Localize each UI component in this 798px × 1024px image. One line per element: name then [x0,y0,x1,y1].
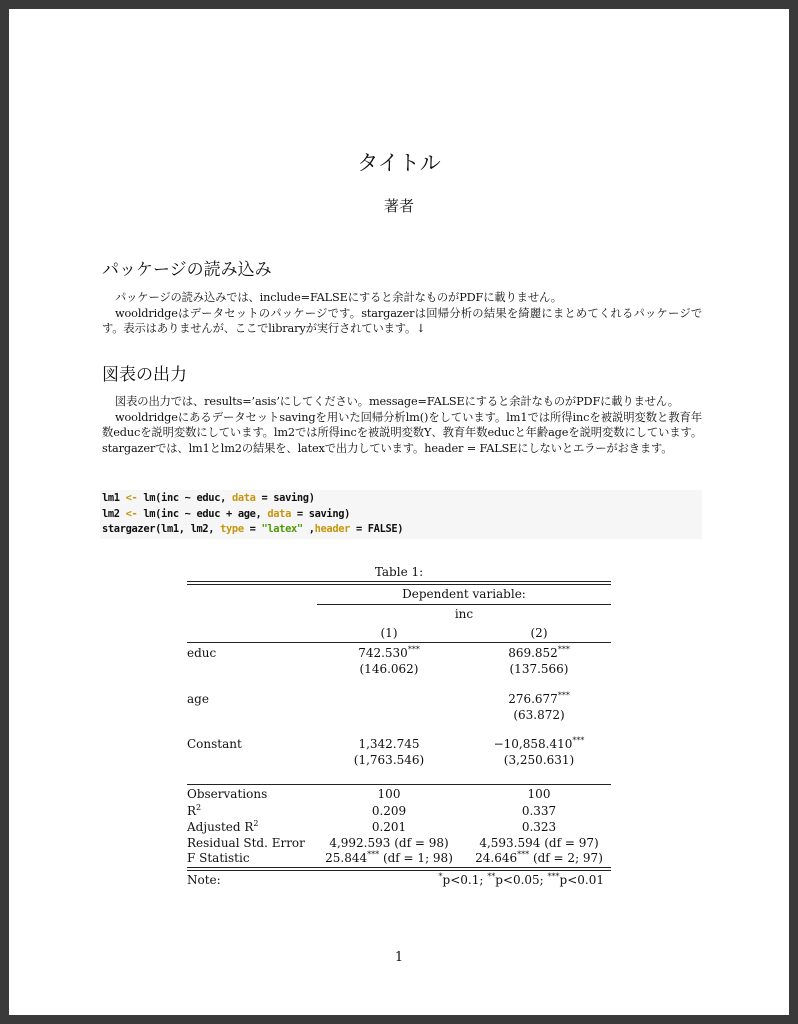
note-text: p<0.05; [495,873,548,887]
coefficient: 1,342.745 [358,737,420,751]
document-title: タイトル [357,151,441,175]
table-rule [187,584,611,585]
table-note-label: Note: [187,873,221,887]
standard-error: (63.872) [513,708,565,722]
stat-value: 0.337 [521,804,557,818]
significance-stars: *** [557,645,570,654]
coef-value: 742.530 [358,646,408,660]
stat-label-text: Adjusted R [187,820,254,834]
standard-error: (1,763.546) [353,753,425,767]
page-number: 1 [394,950,404,965]
code-token: = saving) [255,492,315,504]
stat-df: (df = 1; 98) [379,851,453,865]
table-rule [187,642,611,643]
row-label: age [187,692,209,706]
column-header: (1) [380,626,398,640]
row-label: educ [187,646,217,660]
code-argument: type [220,523,244,536]
stat-number: 24.646 [475,851,518,865]
note-text: p<0.1; [442,873,488,887]
section-heading-packages: パッケージの読み込み [102,260,272,280]
significance-stars: *** [572,736,585,745]
stat-value: 4,992.593 (df = 98) [329,836,449,850]
code-token: lm2 [102,507,126,520]
coef-value: 869.852 [508,646,558,660]
code-argument: data [231,492,256,504]
coef-value: −10,858.410 [493,737,573,751]
paragraph: wooldridgeにあるデータセットsavingを用いた回帰分析lm()をしています。lm1では所得incを被説明変数と教育年数educを説明変数にしています。lm2では所得incを被説明変数Y、教育年数educと年齢ageを説明変数にしています。stargazerでは、lm1とlm2の結果を、latexで出力しています。header = FALSEにしないとエラーがおきます。 [102,410,702,455]
stat-label: F Statistic [187,851,250,865]
significance-stars: *** [557,691,570,700]
table-rule [187,784,611,785]
coefficient [459,692,619,706]
code-token: , [302,523,315,536]
significance-stars: ** [487,872,496,881]
table-rule [317,604,611,605]
stat-label-text: R [187,804,197,818]
stat-label [187,804,201,818]
document-page [9,9,789,1015]
code-string: "latex" [261,523,303,536]
code-token: lm(inc ~ educ + age, [137,507,268,520]
stat-value: 100 [377,787,401,801]
table-rule [187,867,611,868]
code-argument: header [314,523,351,536]
coef-value: 276.677 [508,692,558,706]
code-argument: data [267,507,291,520]
paragraph: 図表の出力では、results=’asis’にしてください。message=FALSEにすると余計なものがPDFに載りません。 [115,395,679,408]
stat-value: 0.323 [521,820,557,834]
standard-error: (146.062) [359,662,419,676]
note-text: p<0.01 [559,873,604,887]
significance-stars: *** [367,850,380,859]
row-label: Constant [187,737,242,751]
stat-label [187,820,259,834]
superscript: 2 [196,803,202,812]
coefficient [309,646,469,660]
code-line [102,507,700,523]
standard-error: (3,250.631) [503,753,575,767]
paragraph: wooldridgeはデータセットのパッケージです。stargazerは回帰分析の結果を綺麗にまとめてくれるパッケージです。表示はありませんが、ここでlibraryが実行されています。↓ [102,306,702,335]
code-token: lm1 [102,492,126,504]
table-caption: Table 1: [374,565,424,579]
stat-value: 100 [527,787,551,801]
section-heading-output: 図表の出力 [102,365,187,385]
section-body-output [102,394,702,456]
stat-value [309,851,469,865]
table-rule [187,870,611,871]
document-author: 著者 [383,197,414,215]
stat-value: 0.201 [371,820,407,834]
coefficient [459,737,619,751]
significance-stars: *** [547,872,560,881]
stat-label: Observations [187,787,268,801]
standard-error: (137.566) [509,662,569,676]
dependent-variable-label: Dependent variable: [402,587,526,601]
code-token: = FALSE) [350,523,404,536]
table-note [389,873,604,887]
code-block [100,490,702,539]
column-header: (2) [530,626,548,640]
coefficient [459,646,619,660]
stat-value [459,851,619,865]
dependent-variable: inc [454,607,474,621]
superscript: 2 [253,819,259,828]
table-rule [187,581,611,582]
paragraph: パッケージの読み込みでは、include=FALSEにすると余計なものがPDFに載りません。 [115,291,562,304]
code-operator: <- [125,507,138,520]
stat-number: 25.844 [325,851,368,865]
significance-stars: *** [517,850,530,859]
significance-stars: * [438,872,443,881]
code-line [102,522,700,538]
stat-value: 4,593.594 (df = 97) [479,836,599,850]
stat-label: Residual Std. Error [187,836,305,850]
stat-value: 0.209 [371,804,407,818]
code-token: stargazer(lm1, lm2, [102,523,221,536]
code-token: = saving) [291,507,351,520]
code-token: lm(inc ~ educ, [137,492,232,504]
section-body-packages [102,290,702,337]
stat-df: (df = 2; 97) [529,851,603,865]
significance-stars: *** [407,645,420,654]
code-token: = [243,523,262,536]
code-line [102,491,700,507]
code-operator: <- [125,492,138,504]
